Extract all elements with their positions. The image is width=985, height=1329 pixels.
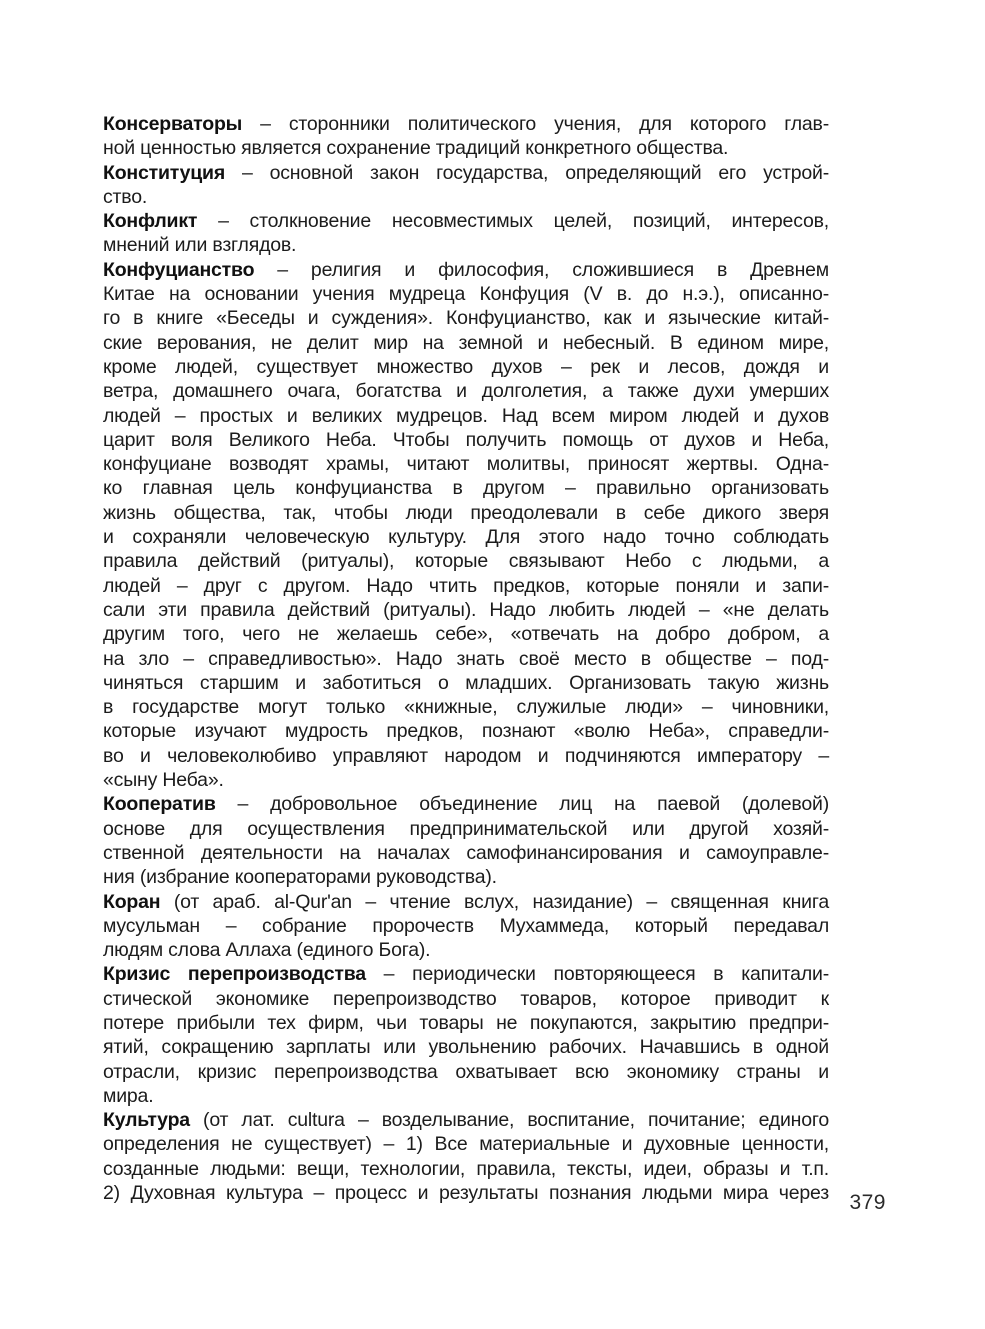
glossary-entry: [103, 890, 829, 963]
text-line: Конфуцианство – религия и философия, сложившиеся в Древнем: [103, 258, 829, 281]
page-number: 379: [849, 1191, 886, 1214]
text-line: Конфликт – столкновение несовместимых целей, позиций, интересов,: [103, 210, 829, 233]
glossary-entry: [103, 161, 829, 210]
entry-term: Конфликт: [103, 210, 198, 233]
text-line: ство.: [103, 185, 148, 208]
text-line: ственной деятельности на началах самофинансирования и самоуправле-: [103, 841, 829, 864]
text-line: жизнь общества, так, чтобы люди преодолевали в себе дикого зверя: [103, 501, 829, 524]
text-line: го в книге «Беседы и суждения». Конфуцианство, как и языческие китай-: [103, 307, 829, 330]
entry-term: Конфуцианство: [103, 258, 255, 281]
entry-term: Консерваторы: [103, 113, 243, 135]
text-line: мусульман – собрание пророчеств Мухаммеда, который передавал: [103, 914, 829, 937]
text-line: ко главная цель конфуцианства в другом – правильно организовать: [103, 477, 829, 500]
text-line: и сохраняли человеческую культуру. Для этого надо точно соблюдать: [103, 526, 829, 549]
text-line: Кооператив – добровольное объединение лиц на паевой (долевой): [103, 793, 829, 816]
text-line: которые изучают мудрость предков, познают «волю Неба», справедли-: [103, 720, 829, 743]
text-line: ной ценностью является сохранение традиций конкретного общества.: [103, 137, 729, 160]
text-line: другим того, чего не желаешь себе», «отвечать на добро добром, а: [103, 623, 829, 646]
text-line: людей – друг с другом. Надо чтить предков, которые поняли и запи-: [103, 574, 829, 597]
text-line: 2) Духовная культура – процесс и результаты познания людьми мира через: [103, 1182, 829, 1205]
text-line: царит воля Великого Неба. Чтобы получить помощь от духов и Неба,: [103, 428, 829, 451]
text-line: во и человеколюбиво управляют народом и подчиняются императору –: [103, 744, 829, 767]
text-line: в государстве могут только «книжные, служилые люди» – чиновники,: [103, 696, 829, 719]
text-line: «сыну Неба».: [103, 769, 224, 792]
glossary-entries: [103, 112, 829, 1205]
text-line: на зло – справедливостью». Надо знать своё место в обществе – под-: [103, 647, 829, 670]
entry-term: Культура: [103, 1109, 190, 1132]
text-line: Коран (от араб. al-Qur'an – чтение вслух, назидание) – священная книга: [103, 890, 829, 913]
text-line: определения не существует) – 1) Все материальные и духовные ценности,: [103, 1133, 829, 1156]
text-line: людям слова Аллаха (единого Бога).: [103, 939, 431, 962]
text-line: ветра, домашнего очага, богатства и долголетия, а также духи умерших: [103, 380, 829, 403]
text-line: кроме людей, существует множество духов – рек и лесов, дождя и: [103, 355, 829, 378]
entry-term: Кризис перепроизводства: [103, 963, 366, 986]
text-line: сали эти правила действий (ритуалы). Надо любить людей – «не делать: [103, 598, 829, 621]
entry-term: Кооператив: [103, 793, 216, 816]
text-line: мира.: [103, 1084, 154, 1107]
text-line: стической экономике перепроизводство товаров, которое приводит к: [103, 987, 829, 1010]
text-line: основе для осуществления предпринимательской или другой хозяй-: [103, 817, 829, 840]
glossary-entry: [103, 792, 829, 889]
glossary-entry: [103, 209, 829, 258]
text-line: Культура (от лат. cultura – возделывание, воспитание, почитание; единого: [103, 1109, 829, 1132]
text-line: ские верования, не делит мир на земной и небесный. В едином мире,: [103, 331, 829, 354]
text-line: ния (избрание кооператорами руководства).: [103, 866, 497, 889]
text-line: отрасли, кризис перепроизводства охватывает всю экономику страны и: [103, 1060, 829, 1083]
text-line: конфуциане возводят храмы, читают молитвы, приносят жертвы. Одна-: [103, 453, 829, 476]
text-line: людей – простых и великих мудрецов. Над всем миром людей и духов: [103, 404, 829, 427]
entry-term: Коран: [103, 890, 161, 913]
text-line: созданные людьми: вещи, технологии, правила, тексты, идеи, образы и т.п.: [103, 1157, 829, 1180]
text-line: Конституция – основной закон государства, определяющий его устрой-: [103, 161, 829, 184]
glossary-entry: [103, 112, 829, 161]
glossary-entry: [103, 962, 829, 1108]
glossary-entry: [103, 258, 829, 793]
text-line: мнений или взглядов.: [103, 234, 297, 257]
text-line: ятий, сокращению зарплаты или увольнению рабочих. Начавшись в одной: [103, 1036, 829, 1059]
text-line: Китае на основании учения мудреца Конфуция (V в. до н.э.), описанно-: [103, 283, 829, 306]
entry-term: Конституция: [103, 161, 226, 184]
text-line: Консерваторы – сторонники политического учения, для которого глав-: [103, 113, 829, 135]
text-line: правила действий (ритуалы), которые связывают Небо с людьми, а: [103, 550, 829, 573]
text-line: потере прибыли тех фирм, чьи товары не покупаются, закрытию предпри-: [103, 1011, 829, 1034]
text-line: Кризис перепроизводства – периодически повторяющееся в капитали-: [103, 963, 829, 986]
glossary-entry: [103, 1108, 829, 1205]
text-line: чиняться старшим и заботиться о младших. Организовать такую жизнь: [103, 671, 829, 694]
